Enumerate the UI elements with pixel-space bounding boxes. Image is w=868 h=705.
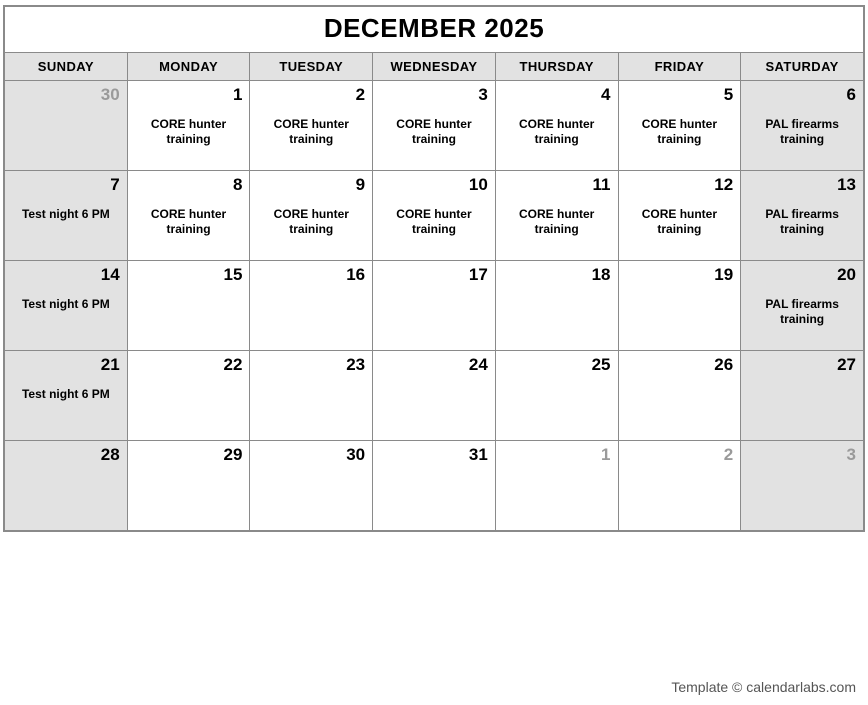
day-cell[interactable] — [618, 351, 741, 441]
day-event: PAL firearms training — [765, 207, 839, 236]
day-number: 1 — [232, 85, 243, 104]
day-number: 7 — [110, 175, 120, 194]
day-number: 15 — [223, 265, 243, 284]
day-number: 16 — [346, 265, 366, 284]
day-number: 29 — [223, 445, 243, 464]
day-cell[interactable] — [618, 81, 741, 171]
footer-brand-link[interactable]: calendarlabs.com — [746, 679, 856, 695]
day-cell[interactable] — [373, 171, 496, 261]
day-event: CORE hunter training — [641, 207, 718, 236]
day-event: CORE hunter training — [518, 207, 595, 236]
day-number: 25 — [591, 355, 611, 374]
day-number: 2 — [723, 445, 734, 464]
day-cell[interactable] — [127, 171, 250, 261]
day-number: 2 — [355, 85, 366, 104]
day-cell[interactable] — [250, 171, 373, 261]
day-cell[interactable] — [618, 441, 741, 531]
day-cell[interactable] — [741, 441, 864, 531]
day-number: 20 — [837, 265, 856, 284]
day-cell[interactable] — [5, 351, 128, 441]
day-number: 11 — [592, 175, 611, 194]
footer-credit — [671, 679, 856, 695]
day-number: 10 — [468, 175, 488, 194]
calendar-week-row — [5, 171, 864, 261]
day-cell[interactable] — [495, 81, 618, 171]
day-number: 13 — [837, 175, 856, 194]
day-number: 24 — [468, 355, 488, 374]
day-event: Test night 6 PM — [21, 297, 110, 311]
day-cell[interactable] — [5, 81, 128, 171]
day-number: 17 — [468, 265, 488, 284]
calendar-container — [3, 5, 865, 532]
day-cell[interactable] — [5, 261, 128, 351]
day-cell[interactable] — [373, 351, 496, 441]
day-event: CORE hunter training — [396, 117, 472, 146]
day-number: 6 — [846, 85, 856, 104]
day-cell[interactable] — [127, 261, 250, 351]
day-cell[interactable] — [127, 441, 250, 531]
day-cell[interactable] — [250, 441, 373, 531]
day-cell[interactable] — [127, 351, 250, 441]
day-number: 14 — [100, 265, 120, 284]
day-number: 19 — [714, 265, 734, 284]
day-number: 1 — [601, 445, 611, 464]
day-number: 30 — [346, 445, 366, 464]
page-title: DECEMBER 2025 — [323, 13, 545, 43]
day-number: 9 — [355, 175, 366, 194]
day-number: 30 — [100, 85, 120, 104]
calendar-title-row — [5, 7, 864, 53]
calendar-title-cell — [5, 7, 864, 53]
day-event: PAL firearms training — [765, 117, 839, 146]
day-event: CORE hunter training — [150, 117, 227, 146]
day-event: Test night 6 PM — [21, 387, 110, 401]
weekday-header-row — [5, 53, 864, 81]
day-cell[interactable] — [741, 351, 864, 441]
day-number: 31 — [468, 445, 488, 464]
weekday-header-monday: MONDAY — [127, 53, 250, 81]
calendar-week-row — [5, 261, 864, 351]
day-cell[interactable] — [495, 441, 618, 531]
weekday-header-thursday: THURSDAY — [495, 53, 618, 81]
day-cell[interactable] — [5, 441, 128, 531]
weekday-header-sunday: SUNDAY — [5, 53, 128, 81]
day-cell[interactable] — [5, 171, 128, 261]
day-cell[interactable] — [127, 81, 250, 171]
day-event: CORE hunter training — [396, 207, 472, 236]
day-number: 21 — [100, 355, 120, 374]
day-cell[interactable] — [373, 441, 496, 531]
day-cell[interactable] — [495, 261, 618, 351]
day-cell[interactable] — [741, 261, 864, 351]
day-cell[interactable] — [250, 81, 373, 171]
footer-prefix: Template © — [671, 679, 747, 695]
day-number: 8 — [232, 175, 243, 194]
weekday-header-saturday: SATURDAY — [741, 53, 864, 81]
day-event: CORE hunter training — [641, 117, 718, 146]
day-cell[interactable] — [495, 171, 618, 261]
day-number: 23 — [346, 355, 366, 374]
day-event: CORE hunter training — [273, 207, 349, 236]
day-cell[interactable] — [250, 261, 373, 351]
weekday-header-wednesday: WEDNESDAY — [373, 53, 496, 81]
day-cell[interactable] — [618, 171, 741, 261]
calendar-week-row — [5, 351, 864, 441]
calendar-table — [4, 6, 864, 531]
day-cell[interactable] — [618, 261, 741, 351]
day-cell[interactable] — [373, 261, 496, 351]
day-number: 3 — [478, 85, 488, 104]
day-event: CORE hunter training — [518, 117, 595, 146]
day-number: 5 — [723, 85, 734, 104]
day-cell[interactable] — [250, 351, 373, 441]
day-event: Test night 6 PM — [21, 207, 110, 221]
weekday-header-friday: FRIDAY — [618, 53, 741, 81]
day-number: 26 — [714, 355, 734, 374]
day-cell[interactable] — [741, 81, 864, 171]
day-number: 18 — [591, 265, 611, 284]
calendar-week-row — [5, 81, 864, 171]
calendar-body — [5, 7, 864, 531]
day-number: 12 — [714, 175, 734, 194]
day-event: CORE hunter training — [150, 207, 227, 236]
day-number: 22 — [223, 355, 243, 374]
day-number: 3 — [846, 445, 856, 464]
day-event: CORE hunter training — [273, 117, 349, 146]
day-number: 27 — [837, 355, 856, 374]
day-cell[interactable] — [373, 81, 496, 171]
day-cell[interactable] — [741, 171, 864, 261]
weekday-header-tuesday: TUESDAY — [250, 53, 373, 81]
day-number: 4 — [601, 85, 611, 104]
day-event: PAL firearms training — [765, 297, 839, 326]
day-number: 28 — [100, 445, 120, 464]
calendar-week-row — [5, 441, 864, 531]
day-cell[interactable] — [495, 351, 618, 441]
